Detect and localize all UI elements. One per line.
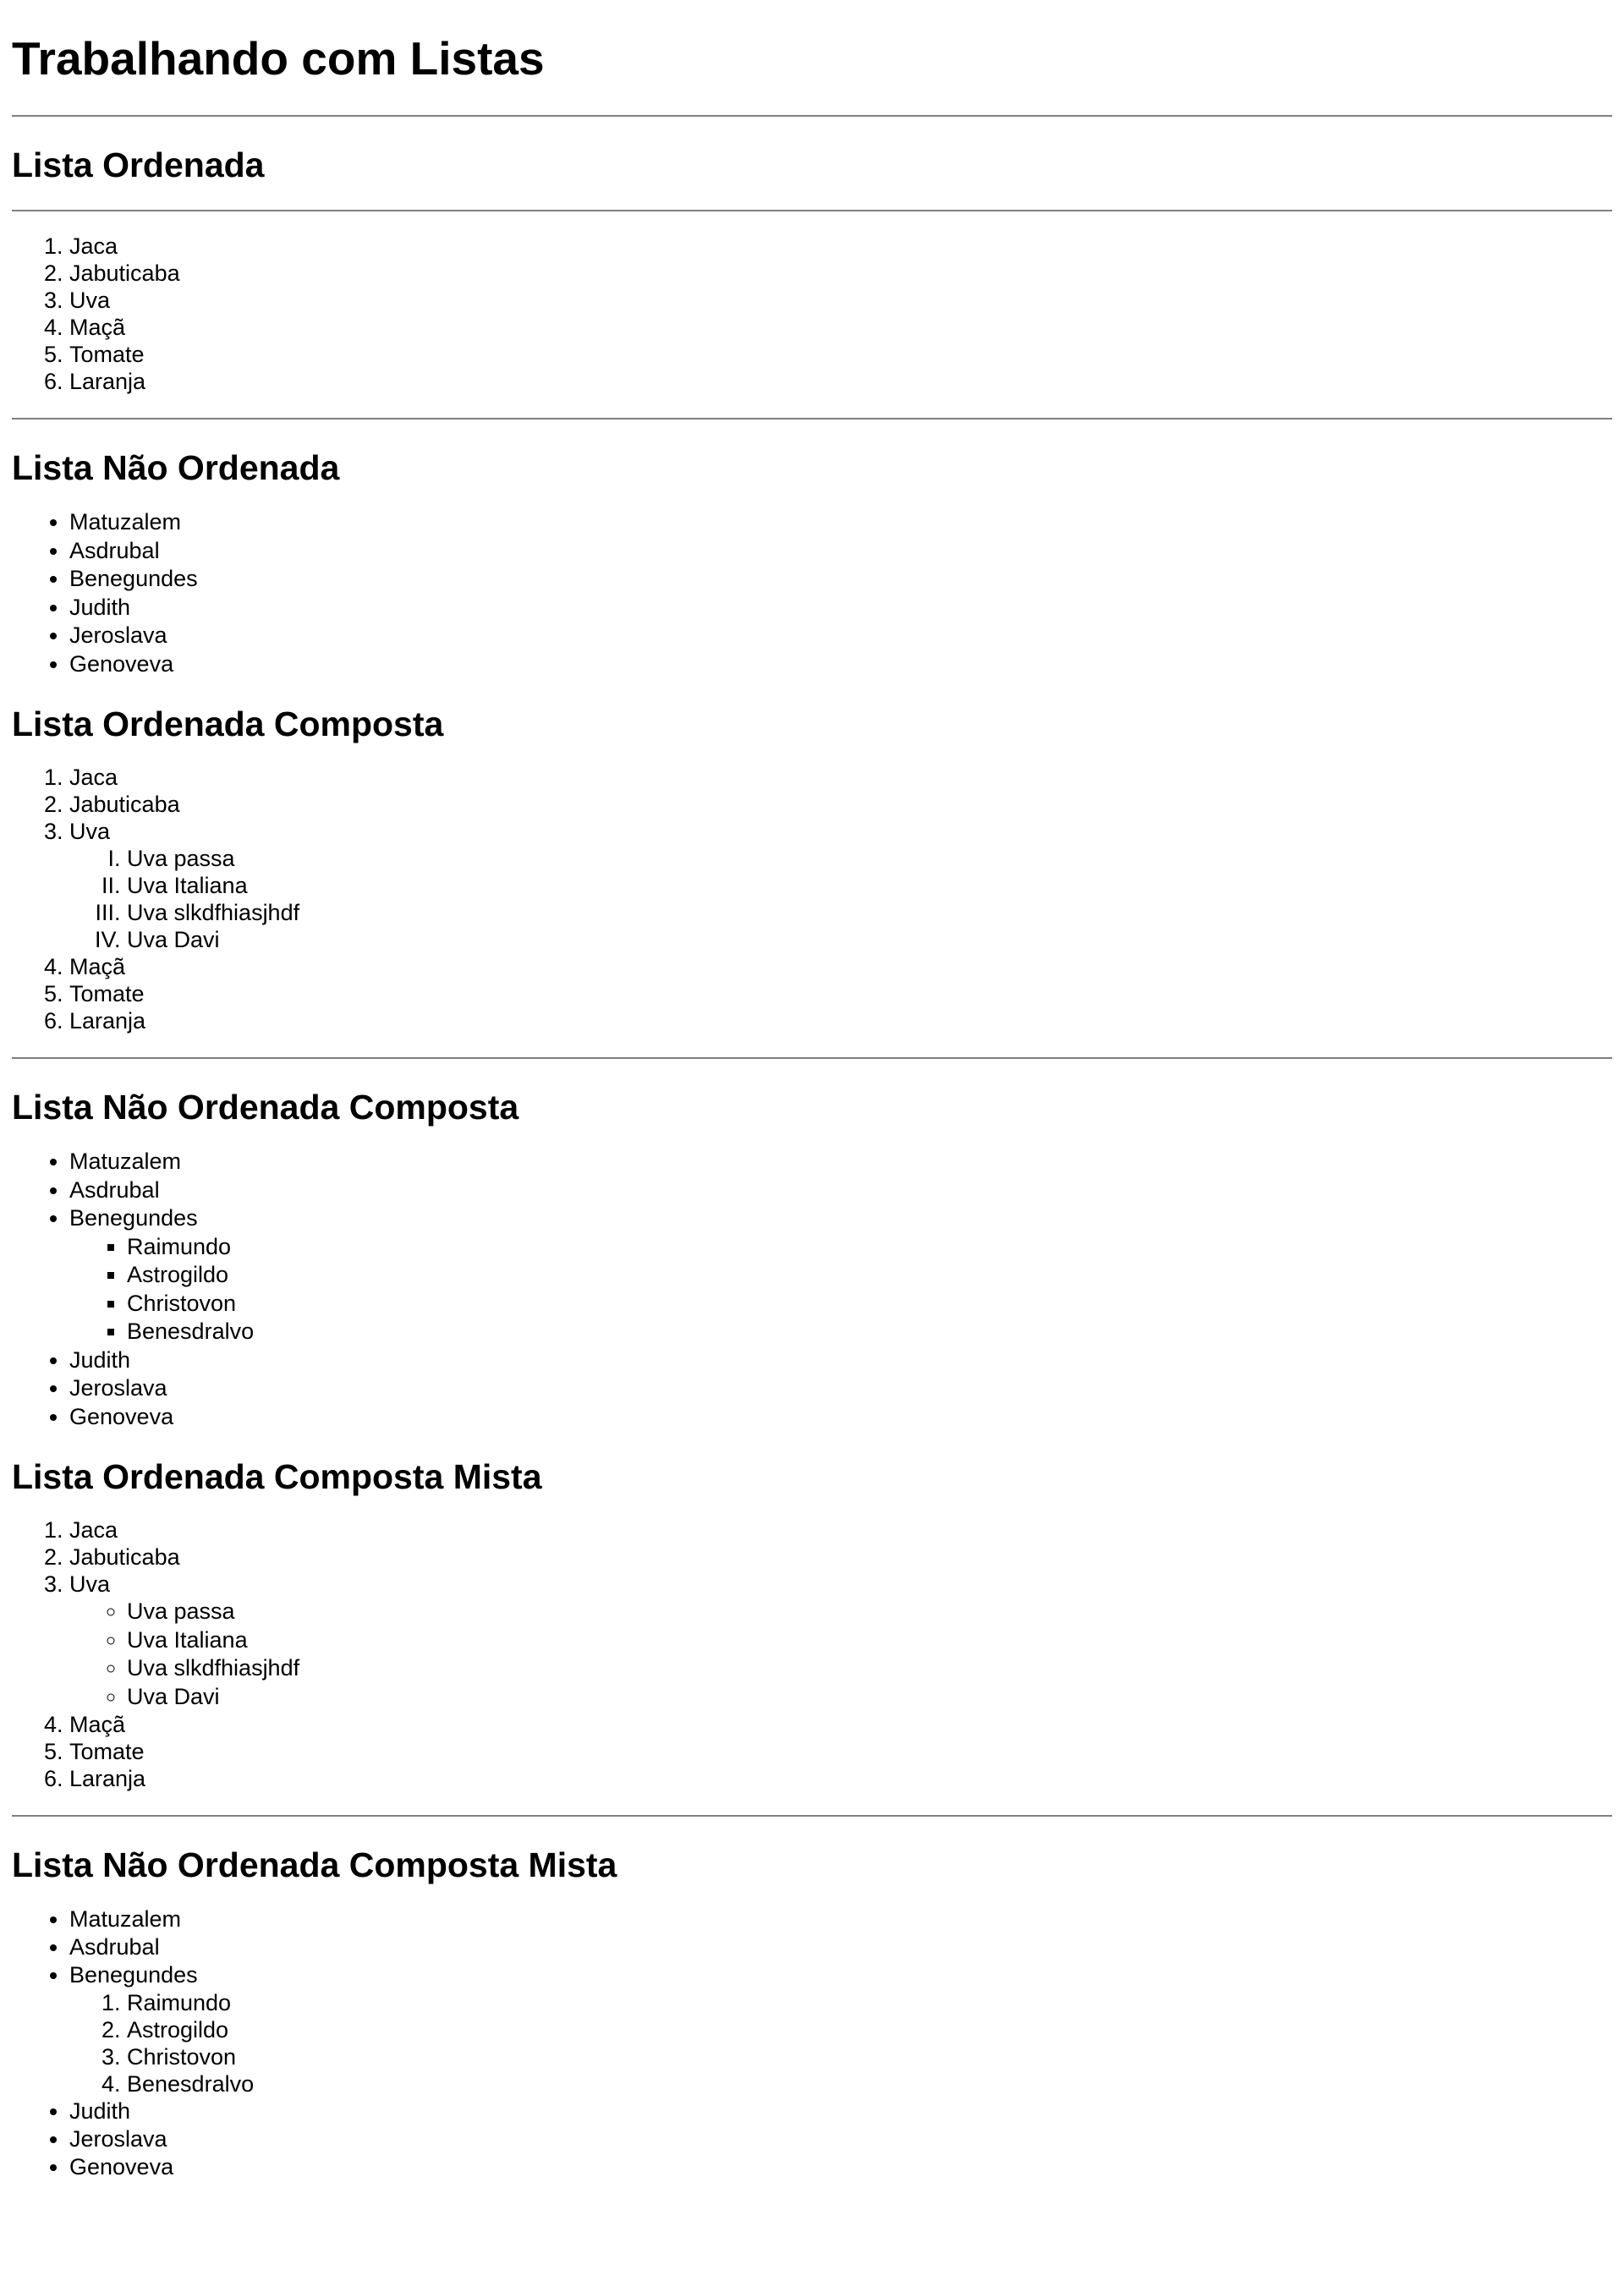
nested-unordered-list bbox=[12, 1148, 1612, 1431]
mixed-ordered-list bbox=[12, 1516, 1612, 1792]
list-item: 4. Maçã bbox=[69, 314, 1612, 341]
list-item: • Judith bbox=[69, 2097, 1612, 2125]
divider bbox=[12, 418, 1612, 419]
page-title: Trabalhando com Listas bbox=[12, 32, 545, 85]
list-item: • Jeroslava bbox=[69, 1374, 1612, 1403]
list-item: • Asdrubal bbox=[69, 1176, 1612, 1205]
sub-list-item: ▪ Astrogildo bbox=[127, 1261, 1612, 1290]
list-item: 6. Laranja bbox=[69, 368, 1612, 395]
divider bbox=[12, 1815, 1612, 1817]
list-item: • Asdrubal bbox=[69, 537, 1612, 566]
sub-list-item: I. Uva passa bbox=[127, 845, 1612, 872]
list-item: 1. Jaca bbox=[69, 233, 1612, 260]
sub-list-item: III. Uva slkdfhiasjhdf bbox=[127, 899, 1612, 926]
sub-list-item: ◦ Uva Italiana bbox=[127, 1626, 1612, 1655]
list-item: • Matuzalem bbox=[69, 1905, 1612, 1933]
sub-list-item: ◦ Uva passa bbox=[127, 1598, 1612, 1626]
divider bbox=[12, 115, 1612, 117]
list-item: • Matuzalem bbox=[69, 1148, 1612, 1176]
sub-list-item: 3. Christovon bbox=[127, 2043, 1612, 2070]
list-item: • Benegundes bbox=[69, 565, 1612, 594]
list-item-label: Uva bbox=[69, 1571, 111, 1597]
sub-list-item: ▪ Christovon bbox=[127, 1290, 1612, 1319]
section-heading-unordered-list: Lista Não Ordenada bbox=[12, 448, 340, 487]
ordered-list bbox=[12, 233, 1612, 395]
list-item: 1. Jaca bbox=[69, 1516, 1612, 1543]
list-item: • Genoveva bbox=[69, 650, 1612, 679]
list-item: 5. Tomate bbox=[69, 1738, 1612, 1765]
list-item-label: Uva bbox=[69, 819, 111, 844]
list-item: • Judith bbox=[69, 1346, 1612, 1375]
list-item: 6. Laranja bbox=[69, 1765, 1612, 1792]
list-item: 6. Laranja bbox=[69, 1007, 1612, 1034]
sub-list-item: 2. Astrogildo bbox=[127, 2016, 1612, 2043]
sub-list-item: 1. Raimundo bbox=[127, 1989, 1612, 2016]
list-item: • Jeroslava bbox=[69, 622, 1612, 650]
list-item: • Judith bbox=[69, 594, 1612, 622]
sub-list-item: IV. Uva Davi bbox=[127, 926, 1612, 953]
divider bbox=[12, 1057, 1612, 1059]
section-heading-nested-unordered-list: Lista Não Ordenada Composta bbox=[12, 1088, 519, 1127]
list-item-label: Benegundes bbox=[69, 1962, 198, 1988]
list-item: 5. Tomate bbox=[69, 341, 1612, 368]
list-item: • Genoveva bbox=[69, 2153, 1612, 2181]
list-item bbox=[69, 1961, 1612, 2097]
list-item bbox=[69, 1204, 1612, 1346]
nested-decimal-list bbox=[69, 1989, 1612, 2097]
list-item bbox=[69, 1571, 1612, 1711]
list-item: 4. Maçã bbox=[69, 953, 1612, 980]
list-item-label: Benegundes bbox=[69, 1205, 198, 1231]
list-item: 2. Jabuticaba bbox=[69, 791, 1612, 818]
list-item: • Genoveva bbox=[69, 1403, 1612, 1432]
list-item: 2. Jabuticaba bbox=[69, 1543, 1612, 1571]
section-heading-ordered-list: Lista Ordenada bbox=[12, 145, 265, 184]
nested-ordered-list bbox=[12, 764, 1612, 1034]
sub-list-item: II. Uva Italiana bbox=[127, 872, 1612, 899]
list-item: • Jeroslava bbox=[69, 2125, 1612, 2153]
nested-circle-list bbox=[69, 1598, 1612, 1711]
list-item: 2. Jabuticaba bbox=[69, 260, 1612, 287]
sub-list-item: ▪ Raimundo bbox=[127, 1233, 1612, 1262]
list-item: 5. Tomate bbox=[69, 980, 1612, 1007]
mixed-unordered-list bbox=[12, 1905, 1612, 2181]
nested-square-list bbox=[69, 1233, 1612, 1346]
list-item: 1. Jaca bbox=[69, 764, 1612, 791]
sub-list-item: ◦ Uva Davi bbox=[127, 1683, 1612, 1712]
list-item: 4. Maçã bbox=[69, 1711, 1612, 1738]
section-heading-mixed-unordered-list: Lista Não Ordenada Composta Mista bbox=[12, 1845, 617, 1884]
section-heading-mixed-ordered-list: Lista Ordenada Composta Mista bbox=[12, 1457, 542, 1496]
list-item: 3. Uva bbox=[69, 287, 1612, 314]
sub-list-item: ◦ Uva slkdfhiasjhdf bbox=[127, 1654, 1612, 1683]
list-item bbox=[69, 818, 1612, 953]
sub-list-item: ▪ Benesdralvo bbox=[127, 1318, 1612, 1346]
list-item: • Matuzalem bbox=[69, 508, 1612, 537]
sub-list-item: 4. Benesdralvo bbox=[127, 2070, 1612, 2097]
unordered-list bbox=[12, 508, 1612, 678]
list-item: • Asdrubal bbox=[69, 1933, 1612, 1961]
section-heading-nested-ordered-list: Lista Ordenada Composta bbox=[12, 705, 444, 743]
divider bbox=[12, 210, 1612, 211]
nested-roman-list bbox=[69, 845, 1612, 953]
